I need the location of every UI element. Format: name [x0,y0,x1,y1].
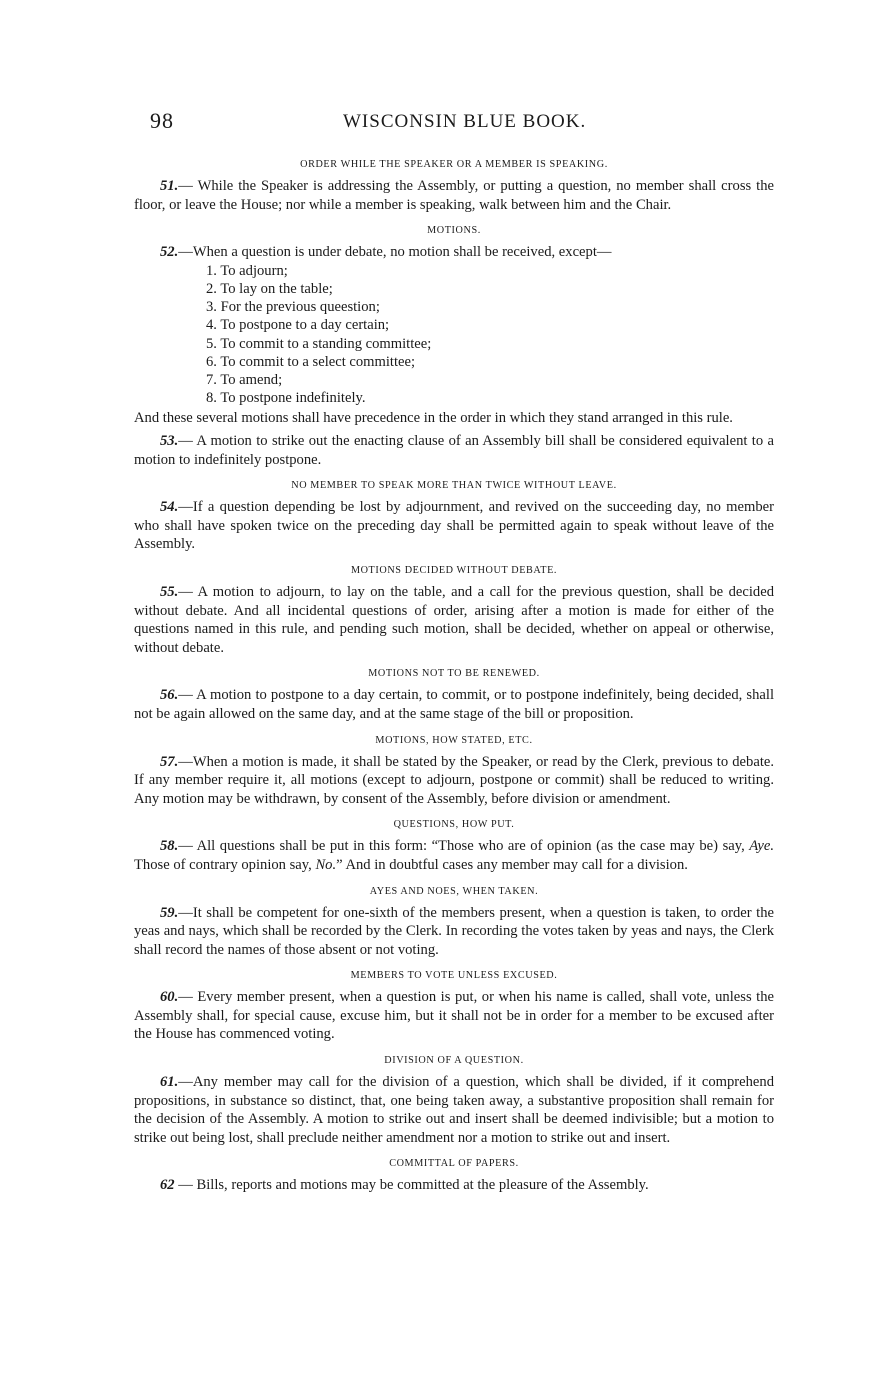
section-heading: ORDER WHILE THE SPEAKER OR A MEMBER IS SPEAKING. [300,159,608,170]
rule-52 [134,243,774,262]
rule-text: — Every member present, when a question is put, or when his name is called, shall vote, unless the Assembly shall, for special cause, excuse him, but it shall not be in order for a member to be excused after the House has commenced voting. [134,989,774,1043]
list-item: 6. To commit to a select committee; [206,353,416,370]
section-heading: DIVISION OF A QUESTION. [384,1055,524,1067]
rule-text: — A motion to strike out the enacting clause of an Assembly bill shall be considered equivalent to a motion to indefinitely postpone. [134,433,774,468]
section-heading: MOTIONS NOT TO BE RENEWED. [368,668,540,680]
page-body [134,158,774,1195]
rule-57 [134,753,774,809]
list-item: 4. To postpone to a day certain; [206,317,390,334]
rule-number: 54. [160,499,179,516]
rule-54 [134,498,774,554]
rule-text: — All questions shall be put in this form: “Those who are of opinion (as the case may be) say, [178,838,750,855]
rule-number: 53. [160,433,179,449]
rule-text: — Bills, reports and motions may be committed at the pleasure of the Assembly. [174,1177,649,1194]
section-heading: MOTIONS DECIDED WITHOUT DEBATE. [350,564,558,576]
rule-62 [134,1176,774,1195]
rule-number: 58. [160,838,179,855]
rule-text: —If a question depending be lost by adjournment, and revived on the succeeding day, no member who shall have spoken twice on the preceding day shall be permitted again to speak without leave of the Assembly. [134,499,774,553]
rule-number: 56. [160,687,179,704]
page-number: 98 [150,108,174,133]
rule-number: 51. [160,178,179,194]
rule-number: 62 [160,1177,175,1194]
section-heading: MEMBERS TO VOTE UNLESS EXCUSED. [350,970,558,982]
section-heading: MOTIONS, HOW STATED, ETC. [375,734,533,746]
section-heading: COMMITTAL OF PAPERS. [389,1158,519,1170]
rule-58 [134,837,774,874]
rule-text: Those of contrary opinion say, [134,856,316,873]
rule-number: 55. [160,583,179,600]
section-heading: NO MEMBER TO SPEAK MORE THAN TWICE WITHOUT LEAVE. [291,480,617,492]
section-heading: MOTIONS. [427,225,481,237]
rule-number: 59. [160,904,179,921]
list-item: 7. To amend; [206,372,283,388]
rule-text: —It shall be competent for one-sixth of the members present, when a question is taken, to order the yeas and nays, which shall be recorded by the Clerk. In recording the votes taken by yeas and nays, the Clerk shall record the names of those absent or not voting. [134,904,774,958]
rule-51 [134,177,774,214]
rule-number: 60. [160,989,179,1006]
rule-61 [134,1073,774,1147]
rule-text: — A motion to postpone to a day certain, to commit, or to postpone indefinitely, being decided, shall not be again allowed on the same day, and at the same stage of the bill or proposition. [134,687,774,722]
rule-text: ” And in doubtful cases any member may call for a division. [336,856,688,873]
rule-text: —Any member may call for the division of a question, which shall be divided, if it comprehend propositions, in substance so distinct, that, one being taken away, a substantive proposition shall remain for the decision of the Assembly. A motion to strike out and insert shall be deemed indivisible; but a motion to strike out being lost, shall preclude neither amendment nor a motion to strike out and insert. [134,1074,774,1146]
rule-number: 57. [160,753,179,770]
rule-text-italic: No. [315,856,337,873]
motion-list [134,262,774,408]
rule-52-closing: And these several motions shall have precedence in the order in which they stand arranged in this rule. [134,410,733,427]
rule-text: — While the Speaker is addressing the Assembly, or putting a question, no member shall cross the floor, or leave the House; nor while a member is speaking, walk between him and the Chair. [134,178,774,213]
rule-text: — A motion to adjourn, to lay on the table, and a call for the previous question, shall be decided without debate. And all incidental questions of order, arising after a motion is made for either of the questions named in this rule, and pending such motion, shall be decided, whether on appeal or otherwise, without debate. [134,583,774,656]
rule-60 [134,988,774,1044]
section-heading: QUESTIONS, HOW PUT. [393,819,515,831]
list-item: 5. To commit to a standing committee; [206,335,432,352]
rule-55 [134,583,774,657]
running-title: WISCONSIN BLUE BOOK. [343,111,587,132]
list-item: 8. To postpone indefinitely. [206,390,366,407]
list-item: 2. To lay on the table; [206,280,333,297]
section-heading: AYES AND NOES, WHEN TAKEN. [369,885,539,897]
rule-text: —When a question is under debate, no motion shall be received, except— [178,244,612,261]
rule-56 [134,686,774,723]
rule-59 [134,904,774,960]
rule-53 [134,432,774,469]
list-item: 1. To adjourn; [206,262,288,279]
rule-text: —When a motion is made, it shall be stated by the Speaker, or read by the Clerk, previous to debate. If any member require it, all motions (except to adjourn, postpone or commit) shall be reduced to writing. Any motion may be withdrawn, by consent of the Assembly, before division or amendment. [134,753,774,807]
rule-number: 61. [160,1074,179,1091]
rule-number: 52. [160,244,179,261]
list-item: 3. For the previous queestion; [206,299,380,316]
rule-text-italic: Aye. [749,838,774,855]
